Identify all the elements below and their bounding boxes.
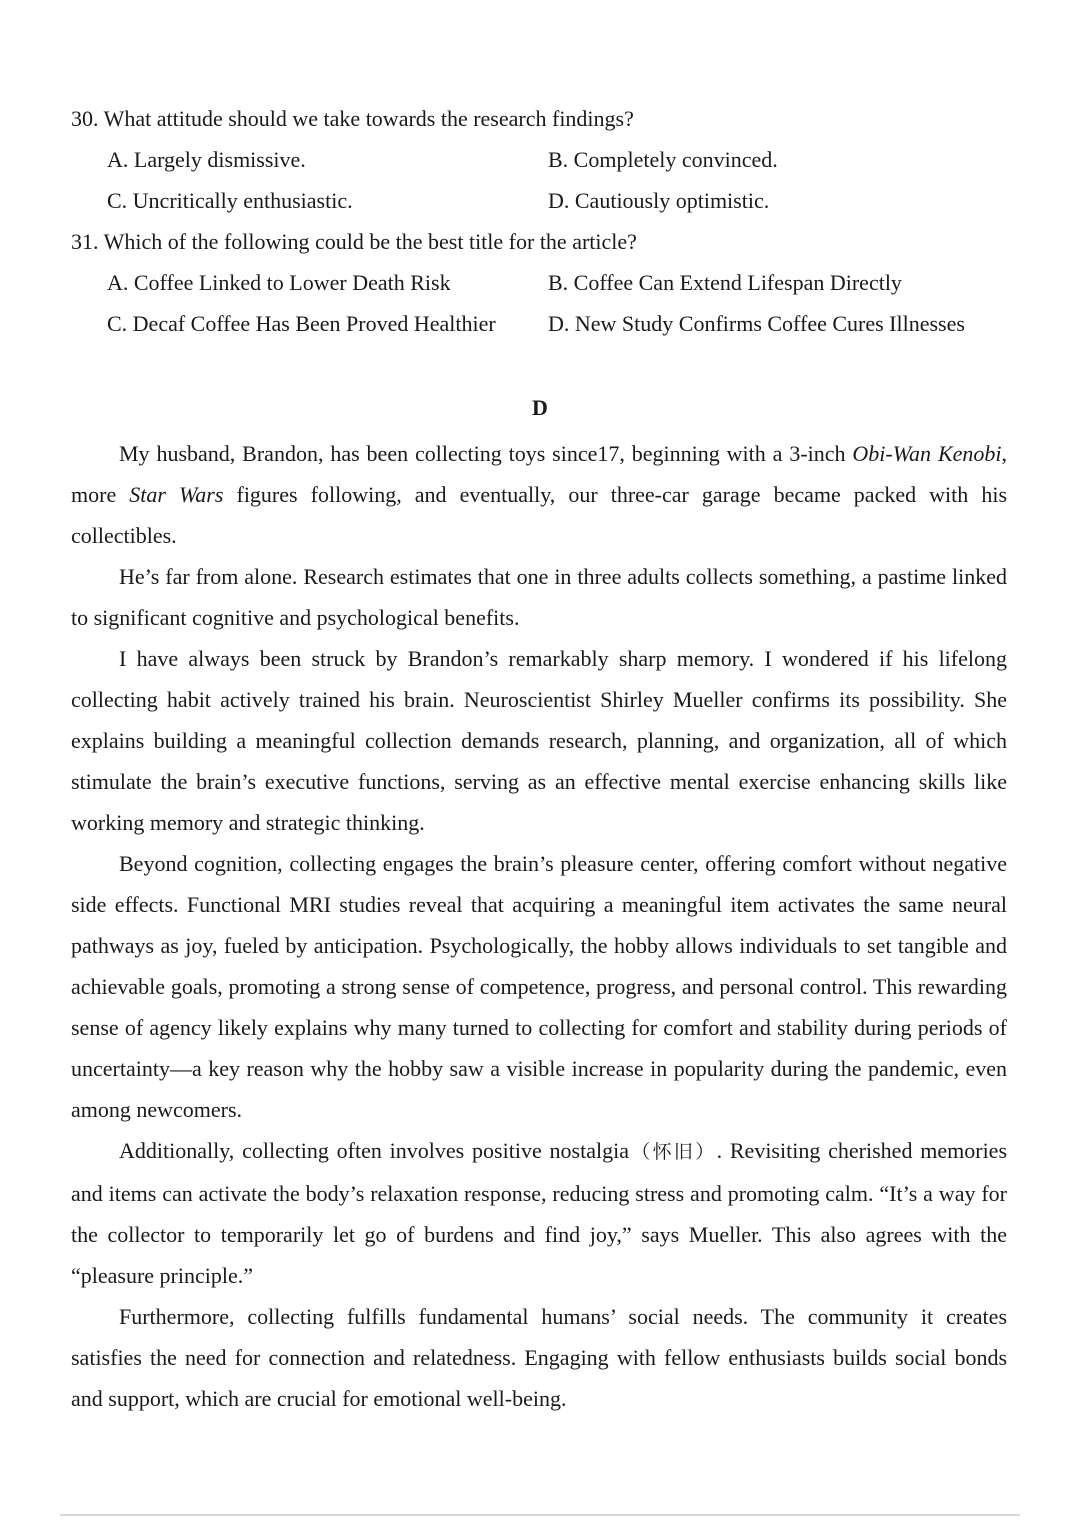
paragraph-5-text-a: Additionally, collecting often involves positive nostalgia	[119, 1138, 629, 1163]
question-31-option-a: A. Coffee Linked to Lower Death Risk	[107, 270, 451, 295]
paragraph-6: Furthermore, collecting fulfills fundamental humans’ social needs. The community it creates satisfies the need for connection and relatedness. Engaging with fellow enthusiasts builds social bonds and support, which are crucial for emotional well-being.	[71, 1304, 1007, 1411]
question-31-option-d: D. New Study Confirms Coffee Cures Illnesses	[548, 311, 965, 336]
question-30-option-d: D. Cautiously optimistic.	[548, 188, 770, 213]
paragraph-4: Beyond cognition, collecting engages the brain’s pleasure center, offering comfort without negative side effects. Functional MRI studies reveal that acquiring a meaningful item activates the same neural pathways as joy, fueled by anticipation. Psychologically, the hobby allows individuals to set tangible and achievable goals, promoting a strong sense of competence, progress, and personal control. This rewarding sense of agency likely explains why many turned to collecting for comfort and stability during periods of uncertainty—a key reason why the hobby saw a visible increase in popularity during the pandemic, even among newcomers.	[71, 851, 1007, 1122]
paragraph-2: He’s far from alone. Research estimates that one in three adults collects something, a pastime linked to significant cognitive and psychological benefits.	[71, 564, 1007, 630]
page-bottom-divider	[60, 1514, 1020, 1516]
paragraph-1-text-c: , more	[71, 441, 1007, 507]
reading-passage	[71, 433, 1007, 1419]
paragraph-1-text-a: My husband, Brandon, has been collecting toys since17, beginning with a 3-inch	[119, 441, 853, 466]
paragraph-1-italic-character: Obi-Wan Kenobi	[852, 441, 1002, 466]
question-30-stem: 30. What attitude should we take towards the research findings?	[71, 106, 634, 131]
question-31-option-b: B. Coffee Can Extend Lifespan Directly	[548, 270, 902, 295]
section-heading-d: D	[532, 395, 548, 420]
paragraph-5-text-c: . Revisiting cherished memories and items can activate the body’s relaxation response, reducing stress and promoting calm. “It’s a way for the collector to temporarily let go of burdens and find joy,” says Mueller. This also agrees with the “pleasure principle.”	[71, 1138, 1008, 1288]
paragraph-1-italic-franchise: Star Wars	[129, 482, 224, 507]
paragraph-5	[71, 1130, 1007, 1296]
question-31-option-c: C. Decaf Coffee Has Been Proved Healthier	[107, 311, 496, 336]
question-30-option-b: B. Completely convinced.	[548, 147, 778, 172]
paragraph-1	[71, 433, 1007, 556]
question-30-option-a: A. Largely dismissive.	[107, 147, 306, 172]
paragraph-3: I have always been struck by Brandon’s remarkably sharp memory. I wondered if his lifelong collecting habit actively trained his brain. Neuroscientist Shirley Mueller confirms its possibility. She explains building a meaningful collection demands research, planning, and organization, all of which stimulate the brain’s executive functions, serving as an effective mental exercise enhancing skills like working memory and strategic thinking.	[71, 646, 1007, 835]
question-31-stem: 31. Which of the following could be the best title for the article?	[71, 229, 637, 254]
paragraph-5-gloss: （怀旧）	[628, 1141, 717, 1163]
question-30-option-c: C. Uncritically enthusiastic.	[107, 188, 353, 213]
paragraph-1-text-e: figures following, and eventually, our three-car garage became packed with his collectibles.	[71, 482, 1008, 548]
